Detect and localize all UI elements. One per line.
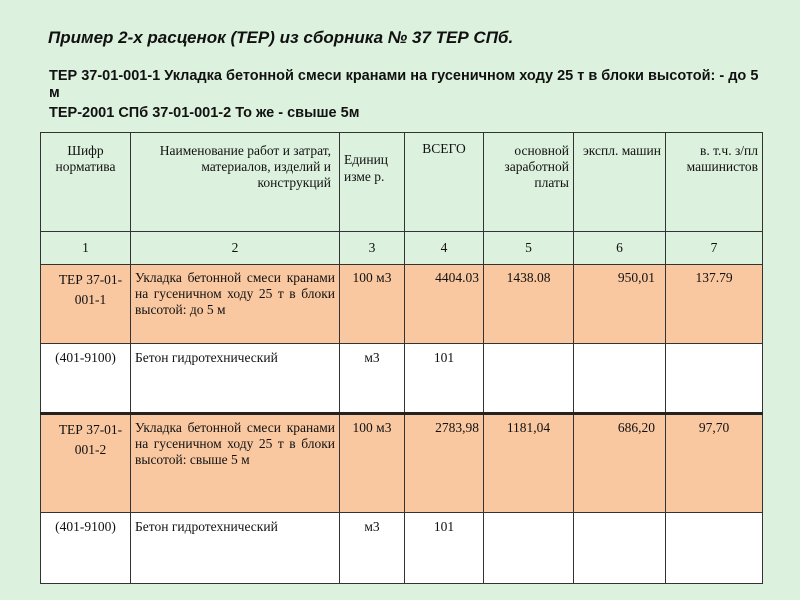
header-unit: Единиц изме р. [340, 133, 405, 232]
machinist-wages: 137.79 [666, 265, 763, 344]
machines: 950,01 [574, 265, 666, 344]
column-number: 1 [41, 232, 131, 265]
total: 101 [405, 513, 484, 584]
total: 4404.03 [405, 265, 484, 344]
header-name: Наименование работ и затрат, материалов, изделий и конструкций [131, 133, 340, 232]
wages [484, 513, 574, 584]
unit: 100 м3 [340, 414, 405, 513]
rate-description-1: ТЕР 37-01-001-1 Укладка бетонной смеси кранами на гусеничном ходу 25 т в блоки высотой: - до 5 м [49, 68, 759, 101]
material-name: Бетон гидротехнический [131, 513, 340, 584]
table-row [41, 513, 763, 584]
material-name: Бетон гидротехнический [131, 344, 340, 414]
column-number: 3 [340, 232, 405, 265]
material-code: (401-9100) [41, 513, 131, 584]
table-row [41, 344, 763, 414]
table-row [41, 265, 763, 344]
column-number: 2 [131, 232, 340, 265]
header-code: Шифр норматива [41, 133, 131, 232]
machinist-wages [666, 344, 763, 414]
machinist-wages: 97,70 [666, 414, 763, 513]
wages [484, 344, 574, 414]
rate-code: ТЕР 37-01-001-2 [41, 414, 131, 513]
unit: 100 м3 [340, 265, 405, 344]
work-name: Укладка бетонной смеси кранами на гусеничном ходу 25 т в блоки высотой: свыше 5 м [131, 414, 340, 513]
rate-code: ТЕР 37-01-001-1 [41, 265, 131, 344]
machines: 686,20 [574, 414, 666, 513]
machines [574, 344, 666, 414]
table-row [41, 414, 763, 513]
total: 2783,98 [405, 414, 484, 513]
material-code: (401-9100) [41, 344, 131, 414]
header-machinist-wages: в. т.ч. з/пл машинистов [666, 133, 763, 232]
unit: м3 [340, 344, 405, 414]
table-header-row [41, 133, 763, 232]
header-wages: основной заработной платы [484, 133, 574, 232]
unit: м3 [340, 513, 405, 584]
column-number: 4 [405, 232, 484, 265]
machines [574, 513, 666, 584]
slide-title: Пример 2-х расценок (ТЕР) из сборника № 37 ТЕР СПб. [48, 28, 514, 47]
total: 101 [405, 344, 484, 414]
column-number: 5 [484, 232, 574, 265]
column-number: 7 [666, 232, 763, 265]
machinist-wages [666, 513, 763, 584]
header-total: ВСЕГО [405, 133, 484, 232]
column-numbers-row [41, 232, 763, 265]
column-number: 6 [574, 232, 666, 265]
wages: 1438.08 [484, 265, 574, 344]
rate-description-2: ТЕР-2001 СПб 37-01-001-2 То же - свыше 5м [49, 105, 360, 121]
rates-table [40, 132, 763, 584]
header-machines: экспл. машин [574, 133, 666, 232]
wages: 1181,04 [484, 414, 574, 513]
work-name: Укладка бетонной смеси кранами на гусеничном ходу 25 т в блоки высотой: до 5 м [131, 265, 340, 344]
